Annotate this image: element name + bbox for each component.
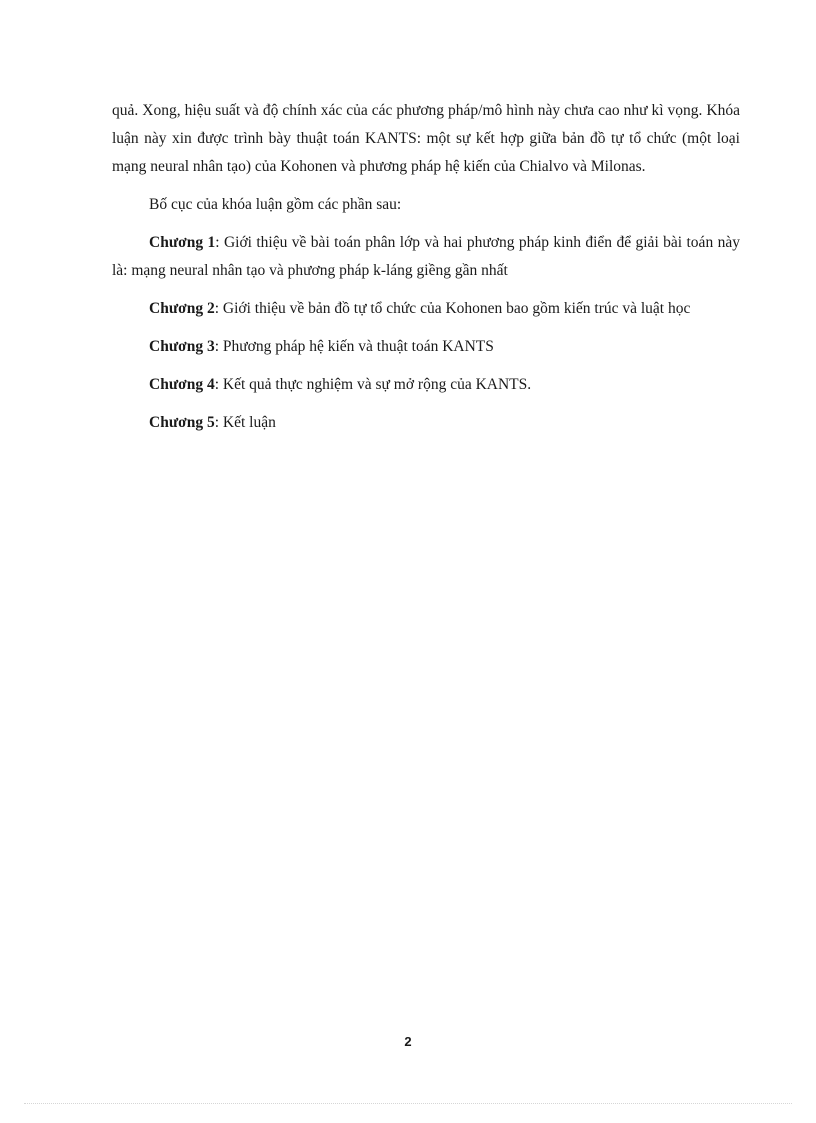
chapter-1-label: Chương 1 — [149, 234, 216, 251]
chapter-4-item — [112, 371, 740, 399]
chapter-2-item — [112, 295, 740, 323]
chapter-3-text: : Phương pháp hệ kiến và thuật toán KANTS — [214, 338, 494, 355]
chapter-4-text: : Kết quả thực nghiệm và sự mở rộng của KANTS. — [214, 376, 532, 393]
chapter-1-item — [112, 229, 740, 285]
body-text — [112, 97, 740, 437]
page-number: 2 — [404, 1034, 412, 1049]
page-bottom-divider — [24, 1103, 792, 1104]
chapter-2-text: : Giới thiệu về bản đồ tự tổ chức của Kohonen bao gồm kiến trúc và luật học — [214, 300, 691, 317]
chapter-5-label: Chương 5 — [149, 414, 215, 431]
chapter-5-item — [112, 409, 740, 437]
chapter-4-label: Chương 4 — [149, 376, 215, 393]
intro-paragraph: quả. Xong, hiệu suất và độ chính xác của các phương pháp/mô hình này chưa cao như kì vọng. Khóa luận này xin được trình bày thuật toán KANTS: một sự kết hợp giữa bản đồ tự tổ chức (một loại mạng neural nhân tạo) của Kohonen và phương pháp hệ kiến của Chialvo và Milonas. — [112, 102, 740, 175]
structure-intro: Bố cục của khóa luận gồm các phần sau: — [149, 196, 402, 213]
chapter-3-label: Chương 3 — [149, 338, 215, 355]
chapter-2-label: Chương 2 — [149, 300, 215, 317]
chapter-5-text: : Kết luận — [214, 414, 276, 431]
chapter-3-item — [112, 333, 740, 361]
chapter-1-text: : Giới thiệu về bài toán phân lớp và hai phương pháp kinh điển để giải bài toán này là: mạng neural nhân tạo và phương pháp k-láng giềng gần nhất — [112, 234, 740, 279]
